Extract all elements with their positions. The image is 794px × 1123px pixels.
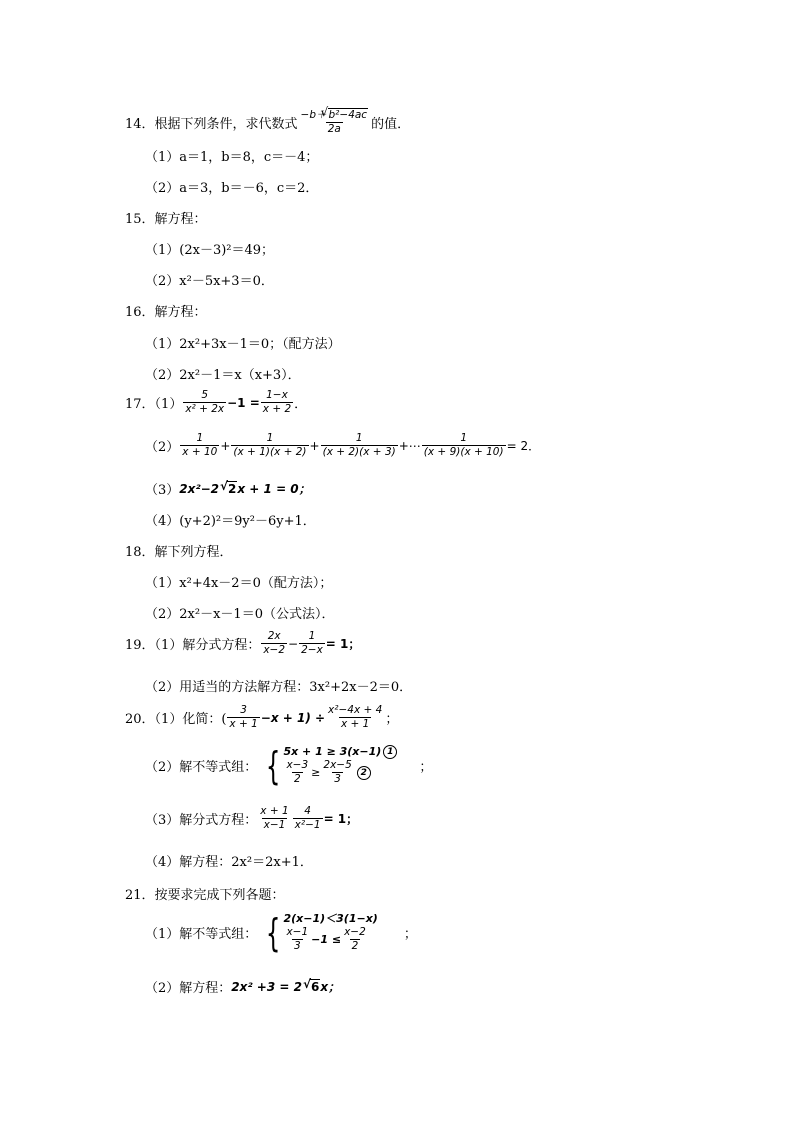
q14-suffix: 的值． — [371, 116, 411, 132]
q14-sqrt: √ b²−4ac — [328, 108, 369, 122]
q20-p3-frac1 — [258, 805, 290, 832]
q15-part1: （1）(2x－3)²＝49； — [145, 243, 275, 258]
brace-icon: { — [266, 910, 281, 955]
q21-p1-system — [261, 912, 378, 953]
q17-p2-frac4 — [422, 432, 506, 459]
q17-p1-prefix: 17．（1） — [125, 397, 183, 412]
q17-p2-frac2-den: (x + 1)(x + 2) — [233, 446, 307, 458]
q17-p1-end: ． — [294, 397, 308, 412]
circled-number-icon: 2 — [357, 766, 371, 780]
q20-p2-system — [261, 745, 397, 786]
q21-p1-row2-op: −1 ≤ — [311, 932, 342, 946]
q17-p3-b: x + 1 = 0； — [237, 482, 311, 496]
q18-stem: 18．解下列方程． — [125, 545, 233, 560]
q17-part3 — [145, 479, 311, 498]
q17-p2-frac3-num: 1 — [355, 432, 363, 444]
q21-p2-a: 2x² +3 = 2 — [231, 979, 302, 994]
q19-p1-frac2-den: 2−x — [301, 644, 323, 656]
q16-part2: （2）2x²－1＝x（x+3）． — [145, 368, 301, 383]
q17-p2-plus1: + — [220, 438, 231, 453]
q20-p1-prefix: 20．（1）化简：( — [125, 712, 227, 727]
q17-p1-frac2-num: 1−x — [266, 389, 288, 401]
q17-p2-frac1-den: x + 10 — [182, 446, 218, 458]
q15-stem: 15．解方程： — [125, 212, 207, 227]
q17-part2 — [145, 432, 540, 459]
q16-stem: 16．解方程： — [125, 305, 207, 320]
q19-p1-frac1 — [261, 630, 287, 657]
q20-part3 — [145, 805, 358, 832]
q17-p2-plus2: + — [309, 438, 320, 453]
q17-p3-prefix: （3） — [145, 483, 180, 498]
q20-p2-row2 — [283, 759, 397, 786]
q18-part2: （2）2x²－x－1＝0（公式法）． — [145, 607, 335, 622]
q20-p1-frac2-num: x²−4x + 4 — [328, 704, 383, 716]
q19-part2: （2）用适当的方法解方程：3x²+2x－2＝0． — [145, 680, 413, 695]
q17-p2-frac4-den: (x + 9)(x + 10) — [423, 446, 504, 458]
q21-p1-prefix: （1）解不等式组： — [145, 927, 258, 942]
q20-p2-row1 — [283, 745, 397, 759]
q19-p1-frac1-den: x−2 — [263, 644, 286, 656]
brace-icon: { — [266, 743, 281, 788]
q17-p2-frac3-den: (x + 2)(x + 3) — [322, 446, 396, 458]
q17-p1-mid: −1 = — [227, 395, 260, 410]
q21-p1-row1: 2(x−1)＜3(1−x) — [283, 912, 378, 925]
q19-p1-prefix: 19．（1）解分式方程： — [125, 638, 261, 653]
q14-label: 14．根据下列条件，求代数式 — [125, 116, 298, 132]
q14-num-prefix: −b＋ — [300, 109, 327, 121]
q17-p2-dots: +⋯ — [398, 438, 421, 453]
q21-p1-end: ； — [403, 927, 417, 942]
q17-p2-prefix: （2） — [145, 440, 180, 455]
q20-p2-row2-frac2-den: 3 — [334, 773, 341, 785]
q14-expression — [299, 108, 371, 136]
q20-p3-frac2-num: 4 — [304, 805, 311, 817]
q17-p2-frac1-num: 1 — [196, 432, 204, 444]
q18-part1: （1）x²+4x－2＝0（配方法）； — [145, 576, 333, 591]
q19-p1-frac2 — [299, 630, 325, 657]
q17-p1-frac1-num: 5 — [201, 389, 209, 401]
q17-p3-a: 2x²−2 — [179, 481, 220, 496]
q19-p1-frac1-num: 2x — [267, 630, 281, 642]
q17-p1-frac2 — [261, 389, 293, 416]
q17-p2-frac3 — [321, 432, 398, 459]
q21-p1-row2-frac1-den: 3 — [293, 940, 301, 952]
q14-part2: （2）a＝3，b＝－6，c＝2． — [145, 181, 319, 196]
circled-number-icon: 1 — [383, 745, 397, 759]
q20-p2-row2-frac2-num: 2x−5 — [323, 759, 352, 771]
q20-p3-frac2-den: x²−1 — [294, 819, 321, 831]
q17-part4: （4）(y+2)²＝9y²－6y+1． — [145, 514, 316, 529]
q21-part1 — [145, 912, 417, 953]
q21-p1-row2-frac2-den: 2 — [351, 940, 359, 952]
q17-p1-frac1-den: x² + 2x — [185, 403, 225, 415]
q20-p1-frac1 — [227, 704, 259, 731]
q20-p1-frac2-den: x + 1 — [341, 718, 370, 730]
q20-p3-end: = 1； — [323, 812, 359, 826]
q20-p2-row1-text: 5x + 1 ≥ 3(x−1) — [283, 745, 382, 758]
q21-p1-row2-frac2-num: x−2 — [344, 926, 366, 938]
q20-p2-end: ； — [419, 760, 433, 775]
q19-p1-end: = 1； — [325, 637, 361, 651]
q21-p2-sqrt: √ 6 — [310, 979, 320, 994]
q21-p1-row2 — [283, 926, 377, 953]
q20-p2-row2-frac1-den: 2 — [293, 773, 301, 785]
q17-p1-frac2-den: x + 2 — [262, 403, 292, 415]
q20-p1-mid: −x + 1) ÷ — [260, 710, 326, 725]
q21-stem: 21．按要求完成下列各题： — [125, 888, 285, 903]
q15-part2: （2）x²－5x+3＝0． — [145, 274, 274, 289]
q16-part1: （1）2x²+3x－1＝0；（配方法） — [145, 337, 341, 352]
q20-p2-prefix: （2）解不等式组： — [145, 760, 258, 775]
q20-p3-frac1-num: x + 1 — [260, 805, 289, 817]
q19-p1-frac2-num: 1 — [308, 630, 316, 642]
q14-stem — [125, 108, 410, 136]
q20-part4: （4）解方程：2x²＝2x+1． — [145, 855, 313, 870]
q19-part1 — [125, 630, 360, 657]
q21-p2-prefix: （2）解方程： — [145, 981, 232, 996]
q20-p1-frac1-den: x + 1 — [229, 718, 258, 730]
q14-part1: （1）a＝1，b＝8，c＝－4； — [145, 150, 319, 165]
q17-p2-frac2-num: 1 — [266, 432, 274, 444]
q21-p1-row2-frac1-num: x−1 — [286, 926, 309, 938]
q21-part2 — [145, 977, 340, 996]
q20-p1-end: ； — [385, 712, 399, 727]
q14-den: 2a — [327, 123, 341, 135]
q20-part1 — [125, 704, 398, 731]
q17-part1 — [125, 389, 307, 416]
q20-p3-frac1-den: x−1 — [263, 819, 286, 831]
q17-p2-frac4-num: 1 — [460, 432, 468, 444]
q17-p2-frac1 — [180, 432, 219, 459]
q20-p3-frac2 — [293, 805, 323, 832]
q20-p1-frac2 — [326, 704, 384, 731]
q20-p3-prefix: （3）解分式方程： — [145, 813, 258, 828]
q17-p2-frac2 — [231, 432, 308, 459]
q20-p2-row2-frac1-num: x−3 — [286, 759, 309, 771]
q19-p1-minus: − — [288, 636, 299, 651]
q21-p2-b: x； — [320, 980, 341, 994]
q20-p2-row2-op: ≥ — [311, 765, 321, 779]
q20-part2 — [145, 745, 432, 786]
q20-p1-frac1-num: 3 — [240, 704, 247, 716]
q17-p1-frac1 — [183, 389, 226, 416]
q17-p2-end: = 2． — [506, 439, 541, 453]
q17-p3-sqrt: √ 2 — [227, 481, 237, 496]
